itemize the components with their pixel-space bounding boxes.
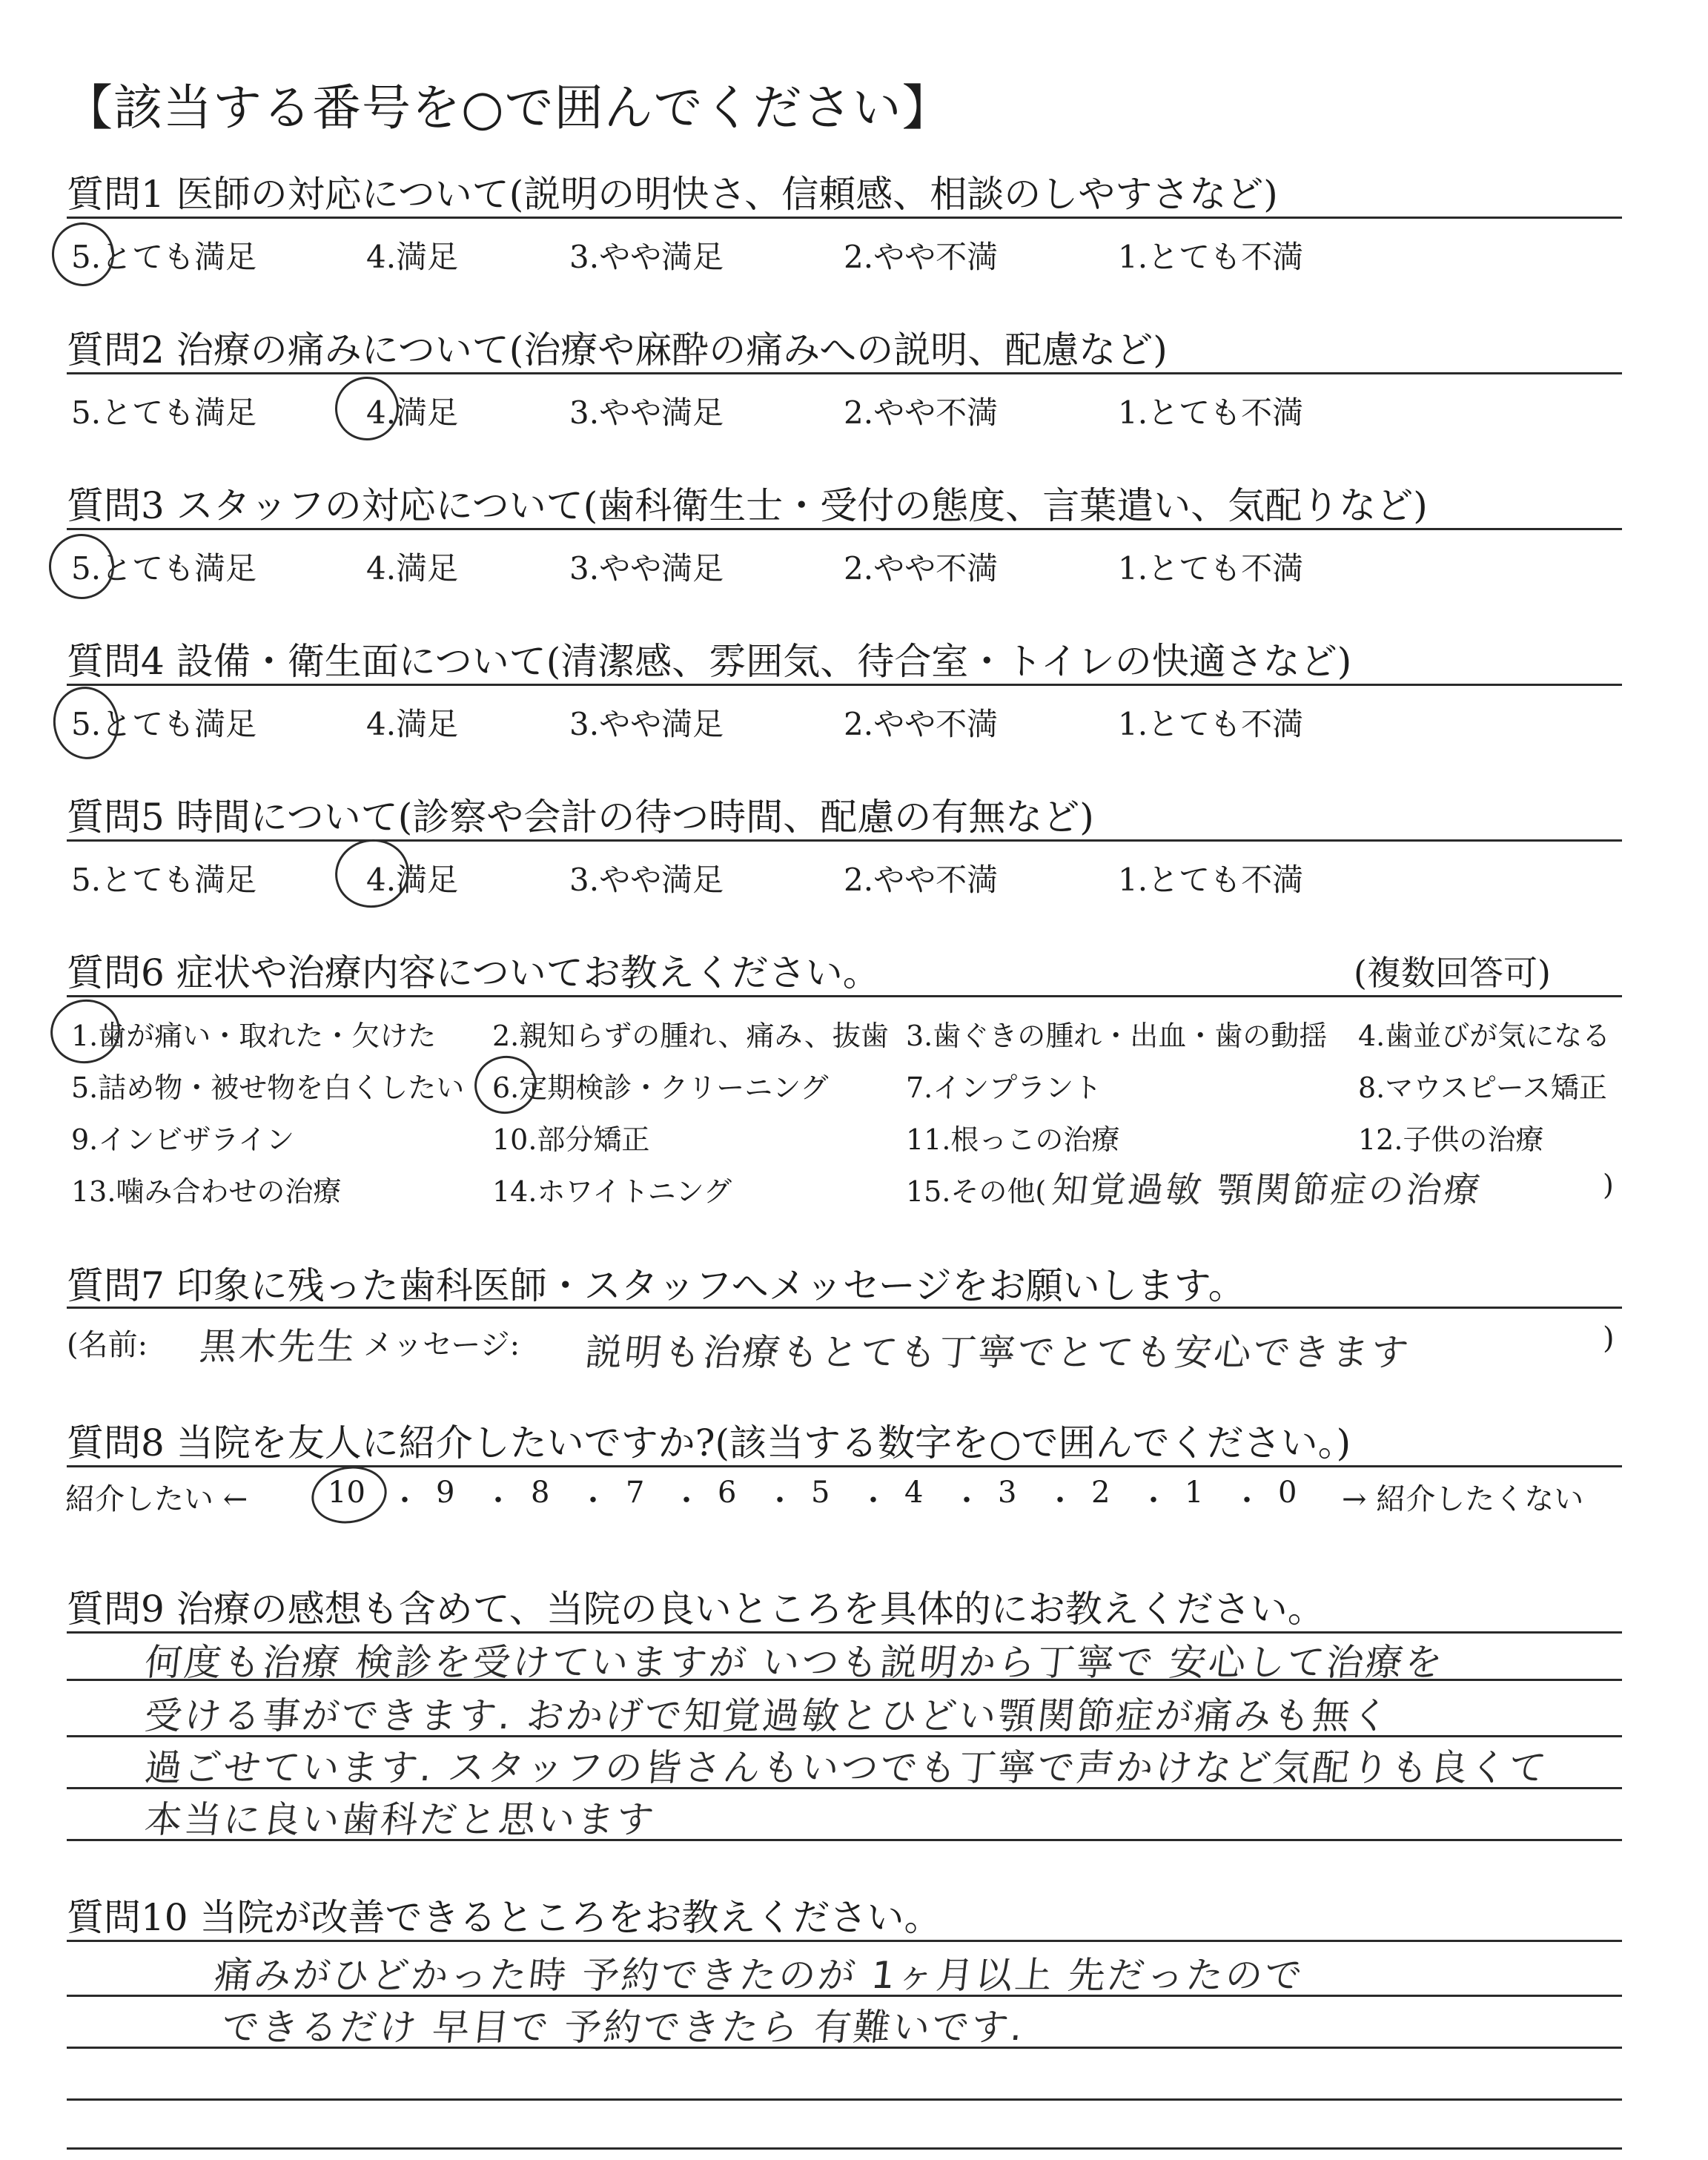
q8-title: 質問8 当院を友人に紹介したいですか?(該当する数字を○で囲んでください。): [67, 1421, 1351, 1464]
q2-title: 質問2 治療の痛みについて(治療や麻酔の痛みへの説明、配慮など): [67, 328, 1168, 371]
q5-rule: [67, 839, 1622, 842]
q6-option-14[interactable]: 14.ホワイトニング: [492, 1175, 732, 1208]
q5-option-1[interactable]: 1.とても不満: [1118, 862, 1304, 898]
q8-dot: ・: [1139, 1484, 1168, 1518]
q2-selection-circle: [330, 371, 404, 446]
q8-dot: ・: [672, 1484, 701, 1518]
q4-title: 質問4 設備・衛生面について(清潔感、雰囲気、待合室・トイレの快適さなど): [67, 640, 1352, 683]
q10-rule-4: [67, 2098, 1622, 2101]
q8-dot: ・: [1045, 1484, 1075, 1518]
q3-option-3[interactable]: 3.やや満足: [569, 550, 724, 587]
q1-option-1[interactable]: 1.とても不満: [1118, 239, 1304, 275]
q5-option-2[interactable]: 2.やや不満: [844, 862, 999, 898]
q6-option-4[interactable]: 4.歯並びが気になる: [1358, 1020, 1611, 1052]
q3-selection-circle: [44, 529, 119, 604]
q6-option-5[interactable]: 5.詰め物・被せ物を白くしたい: [71, 1071, 465, 1104]
q10-answer-line-2: できるだけ 早目で 予約できたら 有難いです.: [219, 2006, 1027, 2049]
q8-selection-circle: [307, 1461, 391, 1530]
q5-option-4[interactable]: 4.満足: [366, 862, 459, 898]
q5-option-5[interactable]: 5.とても満足: [71, 862, 257, 898]
q6-option-3[interactable]: 3.歯ぐきの腫れ・出血・歯の動揺: [906, 1020, 1328, 1052]
q4-option-5[interactable]: 5.とても満足: [71, 706, 257, 742]
q6-rule: [67, 995, 1622, 997]
q8-dot: ・: [952, 1484, 982, 1518]
q6-title: 質問6 症状や治療内容についてお教えください。: [67, 951, 880, 994]
q1-selection-circle: [47, 217, 119, 291]
q8-right-label: → 紹介したくない: [1342, 1482, 1584, 1516]
q8-dot: ・: [578, 1484, 608, 1518]
q7-close-paren: ): [1603, 1321, 1615, 1355]
q6-option-13[interactable]: 13.噛み合わせの治療: [71, 1175, 342, 1208]
q10-rule-5: [67, 2147, 1622, 2150]
q8-scale-4[interactable]: 4: [904, 1476, 924, 1510]
q10-title: 質問10 当院が改善できるところをお教えください。: [67, 1896, 941, 1939]
q3-option-1[interactable]: 1.とても不満: [1118, 550, 1304, 587]
q8-scale-5[interactable]: 5: [811, 1476, 830, 1510]
q5-title: 質問5 時間について(診察や会計の待つ時間、配慮の有無など): [67, 796, 1094, 839]
q9-title: 質問9 治療の感想も含めて、当院の良いところを具体的にお教えください。: [67, 1588, 1325, 1631]
q6-option-15[interactable]: 15.その他(: [906, 1175, 1047, 1208]
q1-option-4[interactable]: 4.満足: [366, 239, 459, 275]
q8-dot: ・: [1232, 1484, 1262, 1518]
q2-option-2[interactable]: 2.やや不満: [844, 394, 999, 431]
q6-option-11[interactable]: 11.根っこの治療: [906, 1123, 1120, 1156]
q2-rule: [67, 372, 1622, 374]
q8-rule: [67, 1465, 1622, 1467]
q8-scale-0[interactable]: 0: [1278, 1476, 1297, 1510]
q8-dot: ・: [483, 1484, 513, 1518]
q6-selection-circle-1: [45, 994, 125, 1069]
q8-dot: ・: [858, 1484, 888, 1518]
q8-scale-9[interactable]: 9: [436, 1476, 455, 1510]
q9-answer-line-4: 本当に良い歯科だと思います: [142, 1798, 658, 1841]
q8-scale-10[interactable]: 10: [328, 1476, 365, 1510]
q8-scale-8[interactable]: 8: [531, 1476, 550, 1510]
q6-option-1[interactable]: 1.歯が痛い・取れた・欠けた: [71, 1020, 437, 1052]
q1-option-2[interactable]: 2.やや不満: [844, 239, 999, 275]
q7-title: 質問7 印象に残った歯科医師・スタッフへメッセージをお願いします。: [67, 1264, 1245, 1307]
q4-option-2[interactable]: 2.やや不満: [844, 706, 999, 742]
q4-option-1[interactable]: 1.とても不満: [1118, 706, 1304, 742]
q4-rule: [67, 684, 1622, 686]
q6-selection-circle-6: [470, 1051, 541, 1118]
q9-answer-line-2: 受ける事ができます. おかげで知覚過敏とひどい顎関節症が痛みも無く: [142, 1694, 1394, 1737]
q3-rule: [67, 528, 1622, 530]
q6-other-handwritten: 知覚過敏 顎関節症の治療: [1050, 1169, 1484, 1211]
q4-selection-circle: [47, 681, 125, 764]
q7-rule: [67, 1307, 1622, 1309]
q2-option-5[interactable]: 5.とても満足: [71, 394, 257, 431]
q6-option-9[interactable]: 9.インビザライン: [71, 1123, 295, 1156]
q8-dot: ・: [390, 1484, 420, 1518]
q7-message-value: 説明も治療もとても丁寧でとても安心できます: [583, 1331, 1413, 1374]
q6-option-12[interactable]: 12.子供の治療: [1358, 1123, 1544, 1156]
q6-option-6[interactable]: 6.定期検診・クリーニング: [492, 1071, 829, 1104]
q8-left-label: 紹介したい ←: [65, 1482, 248, 1516]
q2-option-4[interactable]: 4.満足: [366, 394, 459, 431]
q2-option-1[interactable]: 1.とても不満: [1118, 394, 1304, 431]
q8-scale-1[interactable]: 1: [1185, 1476, 1204, 1510]
q8-scale-2[interactable]: 2: [1091, 1476, 1110, 1510]
q1-option-3[interactable]: 3.やや満足: [569, 239, 724, 275]
q3-option-4[interactable]: 4.満足: [366, 550, 459, 587]
q3-option-2[interactable]: 2.やや不満: [844, 550, 999, 587]
q4-option-4[interactable]: 4.満足: [366, 706, 459, 742]
q5-selection-circle: [330, 833, 414, 914]
q8-scale-3[interactable]: 3: [998, 1476, 1017, 1510]
q6-option-10[interactable]: 10.部分矯正: [492, 1123, 650, 1156]
q7-message-label: メッセージ:: [363, 1328, 520, 1362]
q7-name-value: 黒木先生: [197, 1325, 360, 1368]
q1-rule: [67, 217, 1622, 219]
q6-multiple-note: (複数回答可): [1354, 953, 1551, 993]
q6-other-close-paren: ): [1603, 1169, 1614, 1201]
q6-option-2[interactable]: 2.親知らずの腫れ、痛み、抜歯: [492, 1020, 889, 1052]
q10-rule-1: [67, 1940, 1622, 1942]
q1-title: 質問1 医師の対応について(説明の明快さ、信頼感、相談のしやすさなど): [67, 173, 1278, 216]
q5-option-3[interactable]: 3.やや満足: [569, 862, 724, 898]
page-header: 【該当する番号を○で囲んでください】: [64, 79, 952, 136]
q10-answer-line-1: 痛みがひどかった時 予約できたのが 1ヶ月以上 先だったので: [212, 1954, 1307, 1997]
q6-option-7[interactable]: 7.インプラント: [906, 1071, 1102, 1104]
q6-option-8[interactable]: 8.マウスピース矯正: [1358, 1071, 1607, 1104]
q9-answer-line-3: 過ごせています. スタッフの皆さんもいつでも丁寧で声かけなど気配りも良くて: [142, 1746, 1551, 1789]
q9-answer-line-1: 何度も治療 検診を受けていますが いつも説明から丁寧で 安心して治療を: [142, 1641, 1447, 1684]
q8-dot: ・: [765, 1484, 795, 1518]
q8-scale-6[interactable]: 6: [718, 1476, 737, 1510]
q2-option-3[interactable]: 3.やや満足: [569, 394, 724, 431]
q3-title: 質問3 スタッフの対応について(歯科衛生士・受付の態度、言葉遣い、気配りなど): [67, 484, 1428, 527]
q3-option-5[interactable]: 5.とても満足: [71, 550, 257, 587]
q4-option-3[interactable]: 3.やや満足: [569, 706, 724, 742]
q1-option-5[interactable]: 5.とても満足: [71, 239, 257, 275]
q7-name-label: (名前:: [67, 1328, 148, 1362]
q8-scale-7[interactable]: 7: [626, 1476, 645, 1510]
